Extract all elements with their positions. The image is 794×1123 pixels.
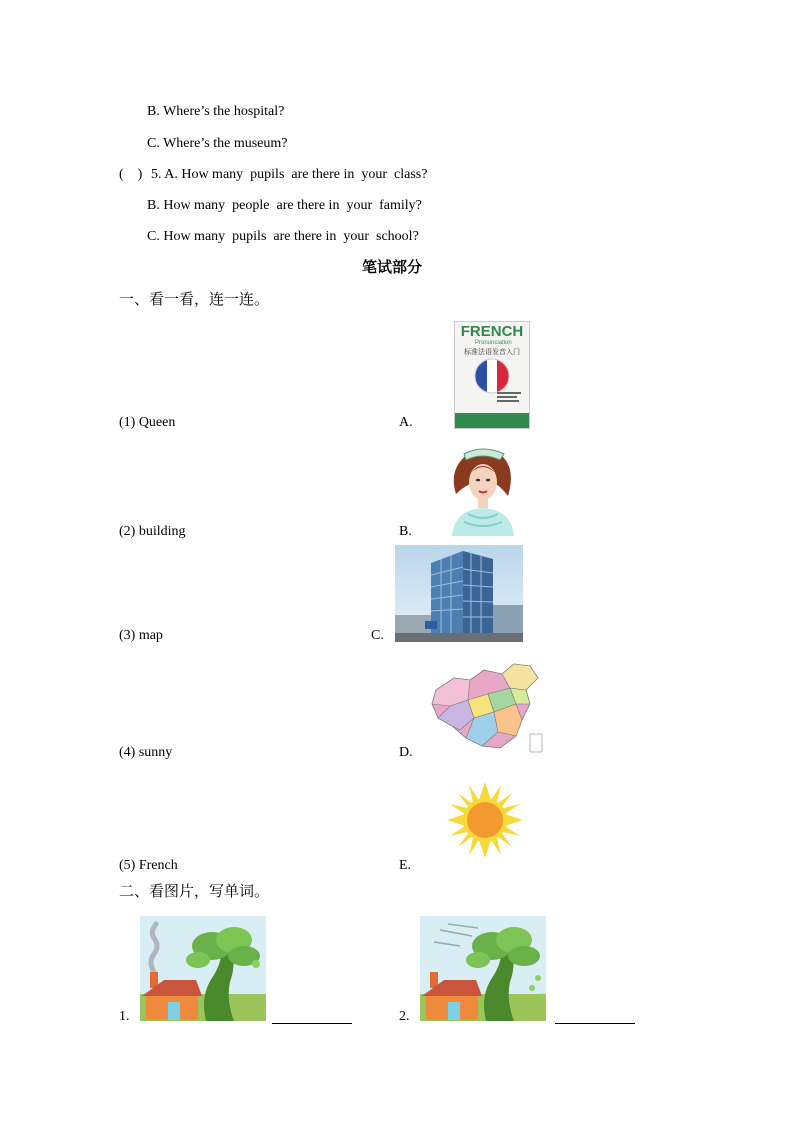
word-map: (3) map [119, 628, 163, 643]
french-flag-circle-graphic [455, 354, 529, 428]
written-part-title: 笔试部分 [362, 258, 423, 276]
building-illustration [395, 545, 523, 642]
answer-blank-2[interactable] [555, 1023, 635, 1024]
book-title: FRENCH [460, 323, 524, 340]
weather-picture-2 [420, 916, 546, 1021]
word-queen: (1) Queen [119, 415, 176, 430]
book-subtitle: Pronunciation [475, 340, 512, 346]
queen-illustration [446, 444, 520, 536]
answer-blank-1[interactable] [272, 1023, 352, 1024]
letter-b: B. [399, 524, 412, 539]
section1-title: 一、看一看，连一连。 [119, 290, 270, 308]
item-1-number: 1. [119, 1009, 130, 1024]
map-illustration [430, 660, 546, 756]
option-4b: B. Where’s the hospital? [147, 104, 285, 119]
option-5c: C. How many pupils are there in your school? [147, 229, 419, 244]
china-map-image [430, 660, 546, 756]
question-5-stem: 5. A. How many pupils are there in your class? [151, 167, 428, 182]
letter-c: C. [371, 628, 384, 643]
sun-image [447, 782, 523, 858]
letter-a: A. [399, 415, 413, 430]
option-5b: B. How many people are there in your family? [147, 198, 422, 213]
letter-e: E. [399, 858, 412, 873]
word-sunny: (4) sunny [119, 745, 173, 760]
building-photo [395, 545, 523, 642]
house-tree-wind-illustration [420, 916, 546, 1021]
option-4c: C. Where’s the museum? [147, 136, 288, 151]
house-tree-smoke-illustration [140, 916, 266, 1021]
sun-icon [447, 782, 523, 858]
answer-bracket-5: ( ) [119, 167, 143, 182]
french-book-image [454, 321, 530, 429]
item-2-number: 2. [399, 1009, 410, 1024]
weather-picture-1 [140, 916, 266, 1021]
section2-title: 二、看图片，写单词。 [119, 882, 270, 900]
word-building: (2) building [119, 524, 186, 539]
letter-d: D. [399, 745, 413, 760]
queen-portrait-image [446, 444, 520, 536]
book-chinese-title: 标准法语发音入门 [464, 348, 520, 356]
word-french: (5) French [119, 858, 178, 873]
